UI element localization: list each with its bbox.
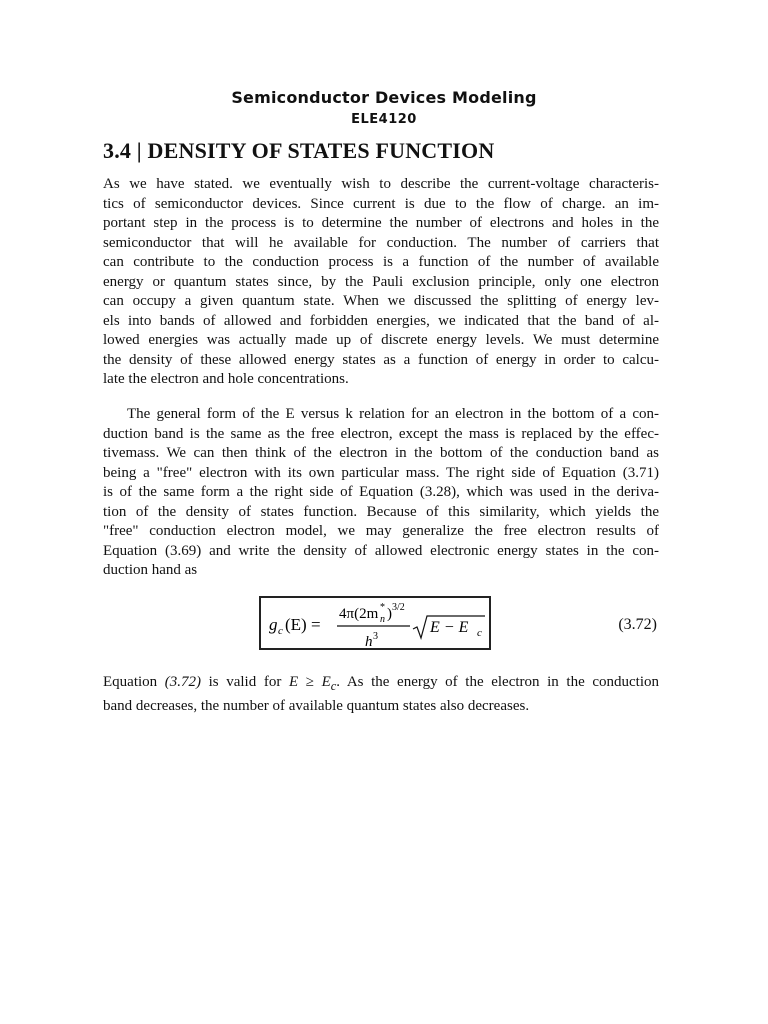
- equation-number: (3.72): [618, 616, 657, 633]
- text-run: is valid for: [201, 674, 289, 690]
- text-line: is of the same form a the right side of Equation (3.28), which was used in the deriva-: [103, 484, 659, 500]
- text-line: semiconductor that will he available for conduction. The number of carriers that: [103, 234, 659, 251]
- text-line: tion of the density of states function. Because of this similarity, which yields the: [103, 503, 659, 520]
- eq-numerator-subscript: n: [380, 614, 385, 625]
- text-line: els into bands of allowed and forbidden energies, we indicated that the band of al-: [103, 312, 659, 329]
- eq-radicand-subscript: c: [477, 627, 482, 639]
- text-line: Equation (3.69) and write the density of allowed electronic energy states in the con-: [103, 542, 659, 559]
- text-line: The general form of the E versus k relation for an electron in the bottom of a con-: [127, 406, 659, 422]
- eq-denominator-exponent: 3: [373, 631, 378, 642]
- text-line: energy or quantum states since, by the Pauli exclusion principle, only one electron: [103, 273, 659, 290]
- eq-lhs-argument: (E) =: [285, 615, 321, 634]
- eq-numerator-paren: ): [387, 606, 392, 622]
- text-line: late the electron and hole concentrations.: [103, 371, 349, 387]
- text-run: . As the energy of the electron in the conduction: [336, 674, 659, 690]
- text-run: Equation: [103, 674, 165, 690]
- document-title: Semiconductor Devices Modeling: [231, 88, 537, 107]
- eq-numerator-star: *: [380, 602, 385, 613]
- text-line: the density of these allowed energy states as a function of energy in order to calcu-: [103, 351, 659, 368]
- text-line: duction band is the same as the free electron, except the mass is replaced by the effec-: [103, 425, 659, 442]
- var-conduction-energy: E: [321, 674, 331, 690]
- eq-lhs: g: [269, 615, 278, 634]
- var-energy: E: [288, 674, 299, 690]
- paragraph-validity: [103, 673, 659, 716]
- equation-3-72: [259, 596, 659, 654]
- text-line: tics of semiconductor devices. Since current is due to the flow of charge. an im-: [103, 195, 659, 212]
- text-line: being a "free" electron with its own particular mass. The right side of Equation (3.71): [103, 464, 659, 481]
- relation-symbol: ≥: [305, 674, 314, 690]
- text-line: duction hand as: [103, 562, 198, 578]
- var-conduction-subscript: c: [330, 679, 337, 693]
- text-line: can contribute to the conduction process is a function of the number of available: [103, 254, 659, 270]
- text-line: "free" conduction electron model, we may generalize the free electron results of: [103, 523, 659, 539]
- eq-lhs-subscript: c: [278, 625, 283, 637]
- eq-radicand: E − E: [430, 619, 469, 636]
- text-line: As we have stated. we eventually wish to describe the current-voltage characteris-: [103, 176, 659, 192]
- paragraph-intro: [103, 175, 659, 390]
- paragraph-effective-mass: [103, 405, 659, 581]
- equation-formula: [259, 596, 491, 654]
- eq-numerator-exponent: 3/2: [392, 602, 405, 613]
- text-line: lowed energies was actually made up of discrete energy levels. We must determine: [103, 332, 659, 348]
- text-line: can occupy a given quantum state. When we discussed the splitting of energy lev-: [103, 293, 659, 309]
- text-line: tivemass. We can then think of the electron in the bottom of the conduction band as: [103, 445, 659, 461]
- text-line: portant step in the process is to determine the number of electrons and holes in the: [103, 215, 659, 231]
- text-line: band decreases, the number of available quantum states also decreases.: [103, 697, 530, 714]
- section-heading: 3.4 | DENSITY OF STATES FUNCTION: [103, 138, 495, 163]
- course-code: ELE4120: [351, 112, 417, 127]
- eq-denominator: h: [365, 634, 373, 650]
- equation-reference: (3.72): [164, 674, 202, 690]
- eq-numerator: 4π(2m: [339, 606, 379, 622]
- text-line: [103, 673, 659, 697]
